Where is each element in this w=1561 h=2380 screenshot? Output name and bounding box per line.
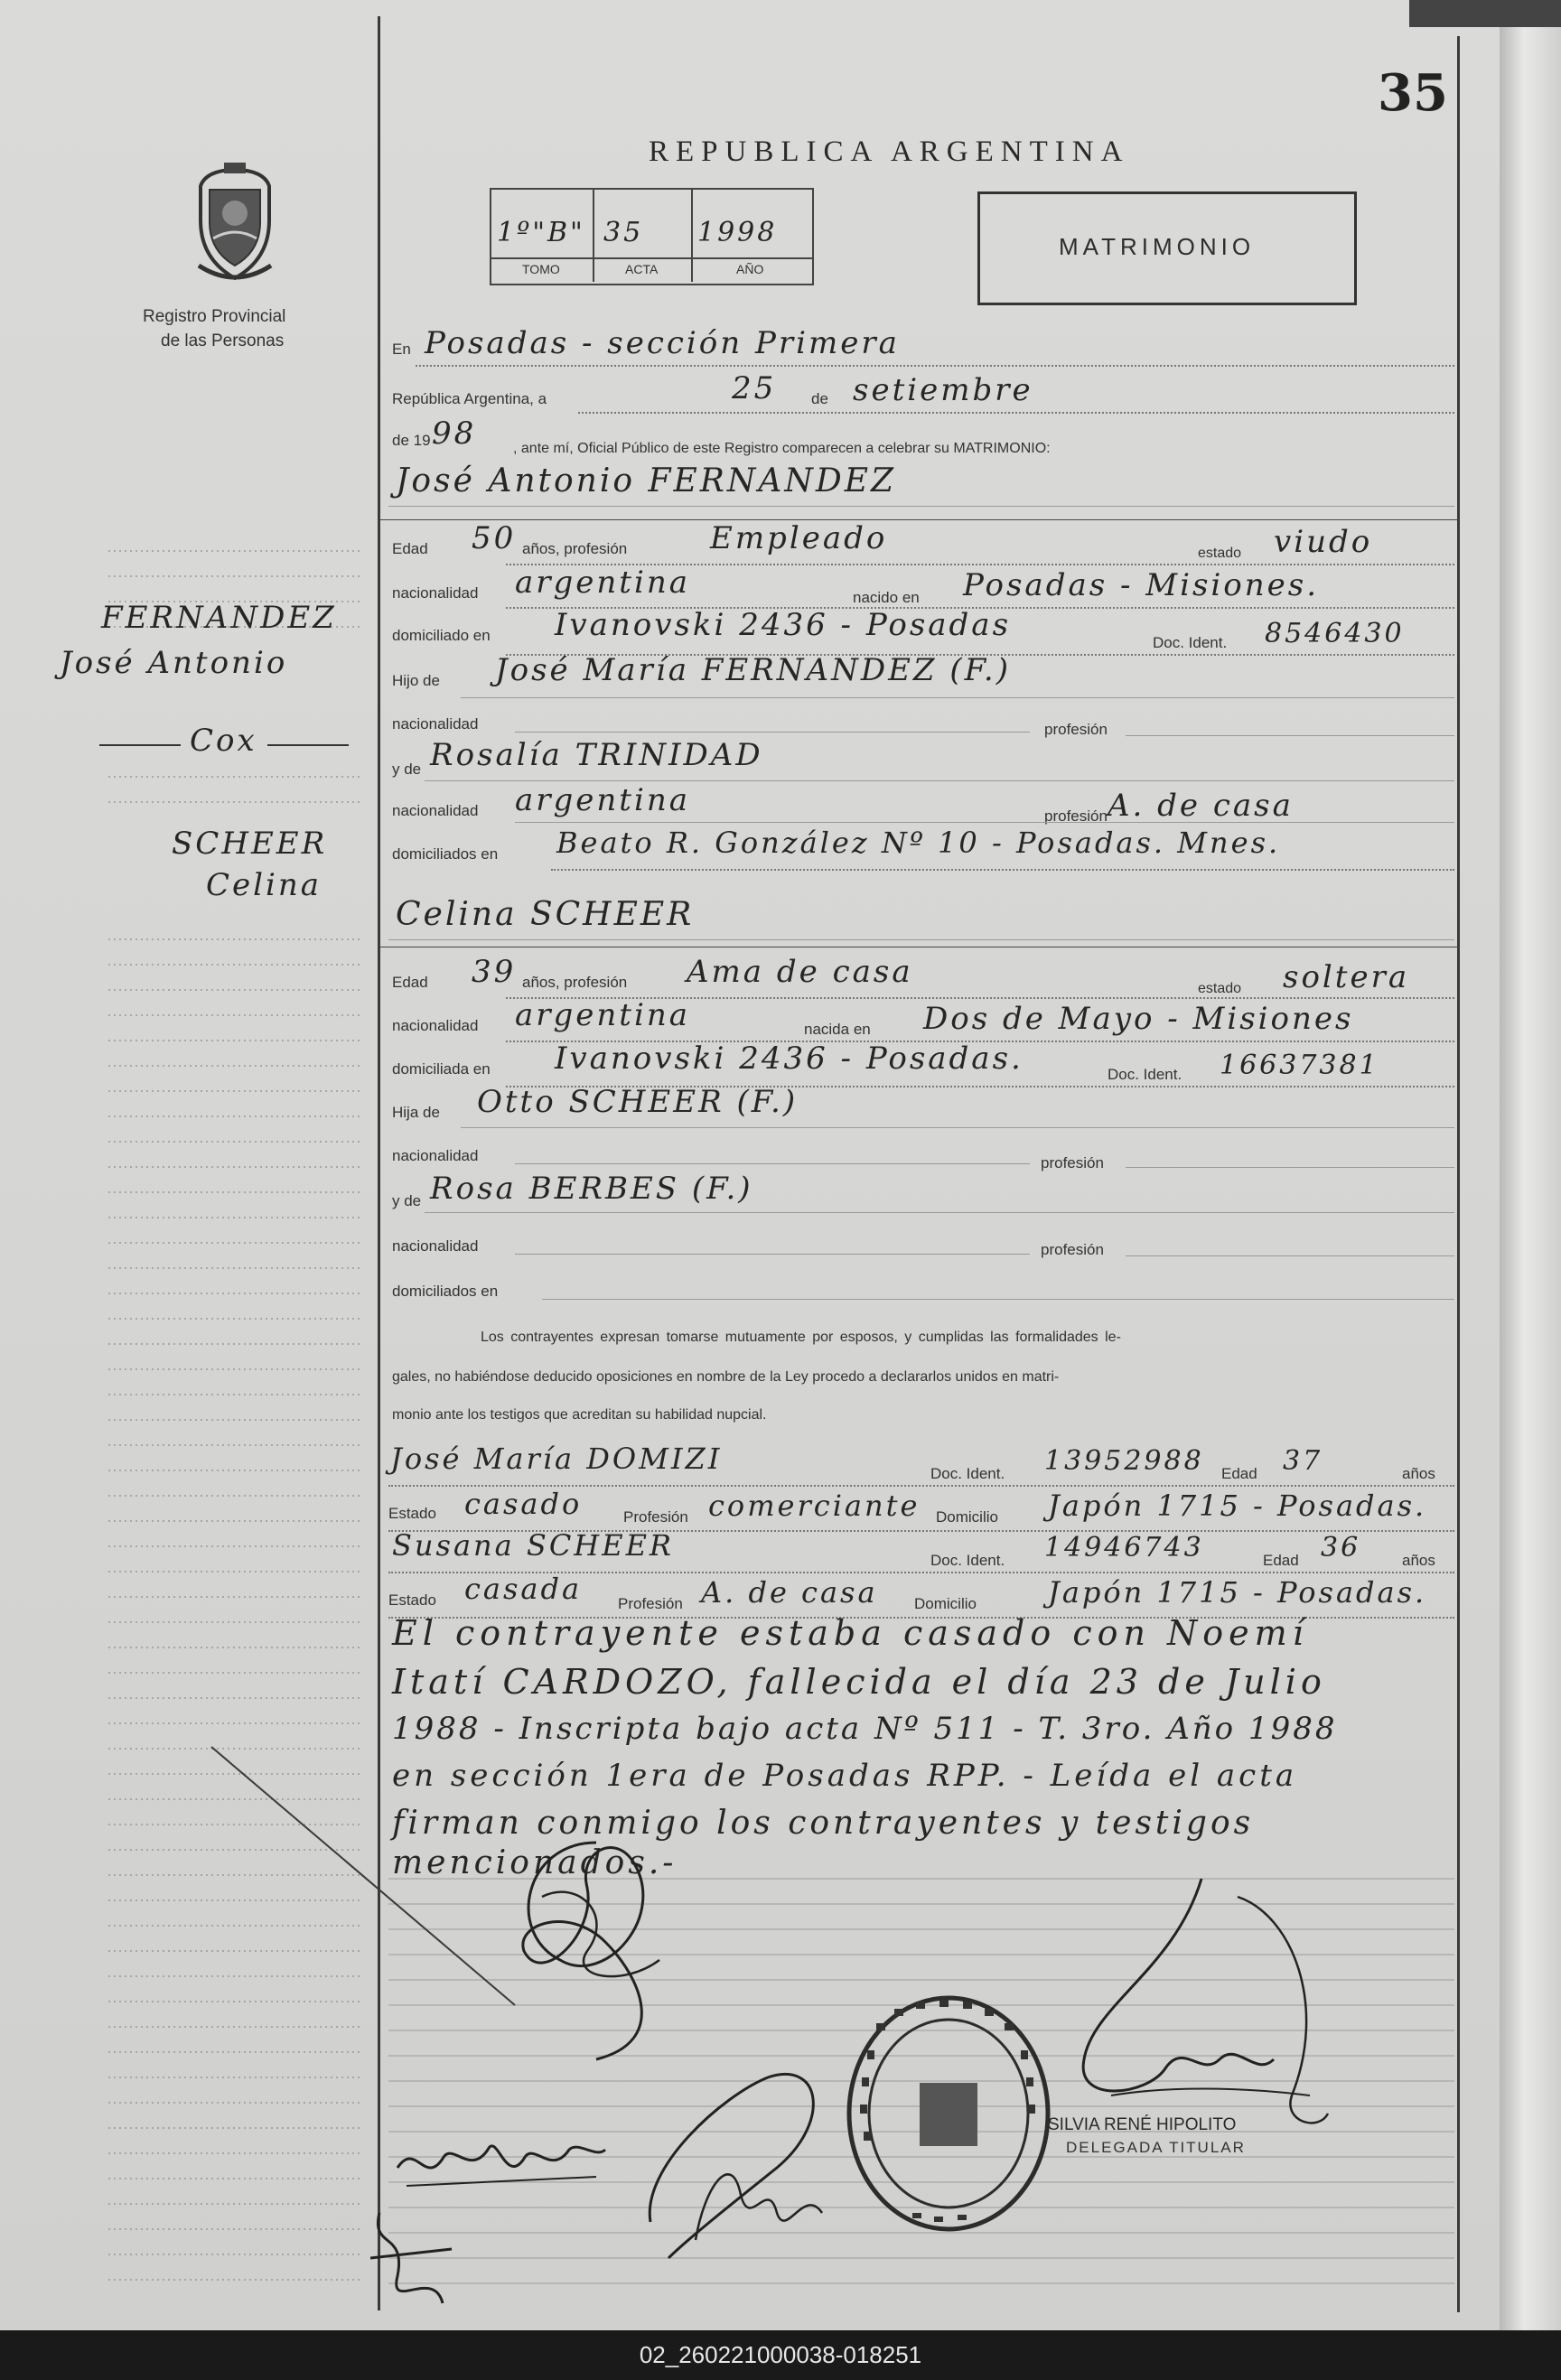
tomo-label: TOMO [522,262,560,276]
official-name: SILVIA RENÉ HIPOLITO [1048,2115,1237,2134]
bride-parents-line [542,1299,1454,1300]
bride-mother-prof-line [1126,1255,1454,1256]
signature-witness-2 [352,2195,479,2321]
bride-father: Otto SCHEER (F.) [477,1084,799,1120]
margin-groom-surname: FERNANDEZ [101,600,337,636]
bride-edad-label: Edad [392,974,428,991]
ano-value: 1998 [697,217,778,248]
bride-name-line [388,939,1454,940]
bride-address: Ivanovski 2436 - Posadas. [555,1041,1024,1077]
witness1-address: Japón 1715 - Posadas. [1048,1489,1427,1523]
record-box-divider-2 [691,190,693,282]
witness1-doc: 13952988 [1044,1445,1204,1477]
bride-father-nac-line [515,1163,1030,1164]
declaration-line-2: gales, no habiéndose deducido oposiciones en nombre de la Ley procedo a declararlos unidos en matri- [392,1369,1060,1385]
record-box-baseline [491,257,812,259]
province-coat-of-arms-icon [181,163,289,289]
en-label: En [392,341,411,358]
note-line-1: El contrayente estaba casado con Noemí [392,1613,1309,1653]
document-type: MATRIMONIO [1059,233,1256,260]
bride-nac-label: nacionalidad [392,1017,479,1034]
groom-mother-line [425,780,1454,781]
groom-parents-line [551,869,1454,871]
witness2-prof-label: Profesión [618,1595,683,1612]
groom-nacido-label: nacido en [853,589,920,606]
bride-hija-label: Hija de [392,1104,440,1121]
groom-father-prof-line [1126,735,1454,736]
bride-nationality: argentina [515,997,691,1033]
bride-yde-label: y de [392,1192,422,1209]
witness1-age: 37 [1283,1445,1323,1477]
groom-mother: Rosalía TRINIDAD [430,737,763,773]
bride-father-nac-label: nacionalidad [392,1147,479,1164]
witness2-doc: 14946743 [1044,1532,1204,1563]
registry-line1: Registro Provincial [143,307,286,326]
groom-prof-label: años, profesión [522,540,628,557]
groom-mother-nationality: argentina [515,782,691,818]
footer-caption: 02_260221000038-018251 [639,2341,922,2368]
record-box-divider-1 [593,190,594,282]
witness1-doc-label: Doc. Ident. [930,1465,1005,1482]
groom-hijo-label: Hijo de [392,672,440,689]
groom-name-line [388,506,1454,507]
witness2-profession: A. de casa [701,1575,878,1610]
groom-doc: 8546430 [1265,618,1405,649]
signature-groom [614,2041,867,2267]
de-label: de [811,390,828,407]
groom-dom-label: domiciliado en [392,627,491,644]
year-suffix: 98 [432,415,477,452]
bride-mother-nac-line [515,1254,1030,1255]
bride-doc-label: Doc. Ident. [1108,1066,1182,1083]
section-divider-groom [379,519,1459,520]
groom-address: Ivanovski 2436 - Posadas [555,607,1012,643]
bride-doc: 16637381 [1220,1050,1379,1081]
acta-value: 35 [603,217,644,248]
bride-name: Celina SCHEER [396,896,695,933]
bride-age: 39 [472,954,517,990]
bride-mother-prof-label: profesión [1041,1241,1104,1258]
note-line-6: mencionados.- [392,1844,678,1881]
groom-father-prof-label: profesión [1044,721,1108,738]
witness2-estado-label: Estado [388,1591,436,1609]
margin-bride-name: Celina [206,867,322,903]
day-value: 25 [732,370,777,406]
groom-parents-dom-label: domiciliados en [392,845,499,863]
groom-yde-label: y de [392,761,422,778]
margin-groom-names: José Antonio [60,645,288,681]
witness2-age: 36 [1321,1532,1361,1563]
witness2-dom-label: Domicilio [914,1595,977,1612]
groom-edad-label: Edad [392,540,428,557]
groom-status: viudo [1274,524,1373,560]
witness2-anos-label: años [1402,1552,1435,1569]
bride-profession: Ama de casa [687,954,913,990]
page-edge-top [1409,0,1561,27]
declaration-line-1: Los contrayentes expresan tomarse mutuamente por esposos, y cumplidas las formalidades le- [481,1330,1121,1345]
official-title: DELEGADA TITULAR [1066,2139,1246,2156]
groom-father-line [461,697,1454,698]
bride-parents-dom-label: domiciliados en [392,1283,499,1300]
groom-parents-address: Beato R. González Nº 10 - Posadas. Mnes. [556,826,1281,860]
groom-mother-nac-line [515,822,1454,823]
bride-mother: Rosa BERBES (F.) [430,1171,753,1207]
place-value: Posadas - sección Primera [425,325,900,361]
bride-father-line [461,1127,1454,1128]
acta-label: ACTA [625,262,659,276]
groom-name: José Antonio FERNANDEZ [396,462,896,499]
witness1-status: casado [464,1487,583,1521]
bride-dom-label: domiciliada en [392,1060,491,1078]
bride-father-prof-line [1126,1167,1454,1168]
statement: , ante mí, Oficial Público de este Registro comparecen a celebrar su MATRIMONIO: [513,441,1051,456]
tomo-value: 1º"B" [497,217,585,248]
bride-birthplace: Dos de Mayo - Misiones [923,1001,1354,1037]
groom-estado-label: estado [1198,546,1242,561]
margin-connector: Cox [190,723,257,759]
groom-mother-prof-label: profesión [1044,807,1108,825]
groom-mother-nac-label: nacionalidad [392,802,479,819]
groom-father-nac-label: nacionalidad [392,715,479,733]
witness1-name: José María DOMIZI [390,1442,723,1476]
ano-label: AÑO [736,262,764,276]
margin-connector-line-left [99,744,181,746]
month-value: setiembre [853,372,1033,408]
note-line-4: en sección 1era de Posadas RPP. - Leída el acta [392,1758,1298,1794]
witness2-edad-label: Edad [1263,1552,1299,1569]
groom-father-nac-line [515,732,1030,733]
groom-father: José María FERNANDEZ (F.) [495,652,1011,688]
groom-profession: Empleado [710,520,888,556]
witness2-doc-label: Doc. Ident. [930,1552,1005,1569]
place-line [416,365,1454,367]
registry-line2: de las Personas [161,331,285,350]
witness1-prof-label: Profesión [623,1508,688,1526]
witness1-dom-label: Domicilio [936,1508,998,1526]
page-number: 35 [1378,63,1448,123]
witness1-edad-label: Edad [1221,1465,1257,1482]
year-prefix: de 19 [392,432,431,449]
bride-prof-label: años, profesión [522,974,628,991]
signature-official [1057,1861,1346,2150]
note-line-2: Itatí CARDOZO, fallecida el día 23 de Julio [392,1662,1326,1702]
official-round-stamp-icon [840,1987,1057,2240]
witness2-status: casada [464,1572,583,1606]
note-line-5: firman conmigo los contrayentes y testigos [392,1805,1255,1842]
country-title: REPUBLICA ARGENTINA [649,135,1130,168]
bride-mother-line [425,1212,1454,1213]
groom-nationality: argentina [515,565,691,601]
groom-birthplace: Posadas - Misiones. [963,567,1320,603]
witness2-name: Susana SCHEER [392,1528,675,1563]
bride-nacida-label: nacida en [804,1021,871,1038]
page-edge [1500,0,1561,2330]
witness2-address: Japón 1715 - Posadas. [1048,1575,1427,1610]
margin-bride-surname: SCHEER [172,826,328,862]
groom-nac-label: nacionalidad [392,584,479,602]
groom-doc-label: Doc. Ident. [1153,634,1228,651]
groom-mother-profession: A. de casa [1108,788,1294,824]
note-line-3: 1988 - Inscripta bajo acta Nº 511 - T. 3ro. Año 1988 [392,1711,1338,1747]
declaration-line-3: monio ante los testigos que acreditan su habilidad nupcial. [392,1407,767,1423]
bride-father-prof-label: profesión [1041,1154,1104,1171]
witness1-estado-label: Estado [388,1505,436,1522]
republica-label: República Argentina, a [392,390,547,407]
bride-mother-nac-label: nacionalidad [392,1237,479,1255]
groom-age: 50 [472,520,517,556]
bride-status: soltera [1283,959,1410,995]
margin-connector-line-right [267,744,349,746]
bride-estado-label: estado [1198,981,1242,996]
witness1-anos-label: años [1402,1465,1435,1482]
witness1-profession: comerciante [708,1489,921,1523]
date-line [578,412,1454,414]
signature-witness-1 [488,1806,777,2077]
